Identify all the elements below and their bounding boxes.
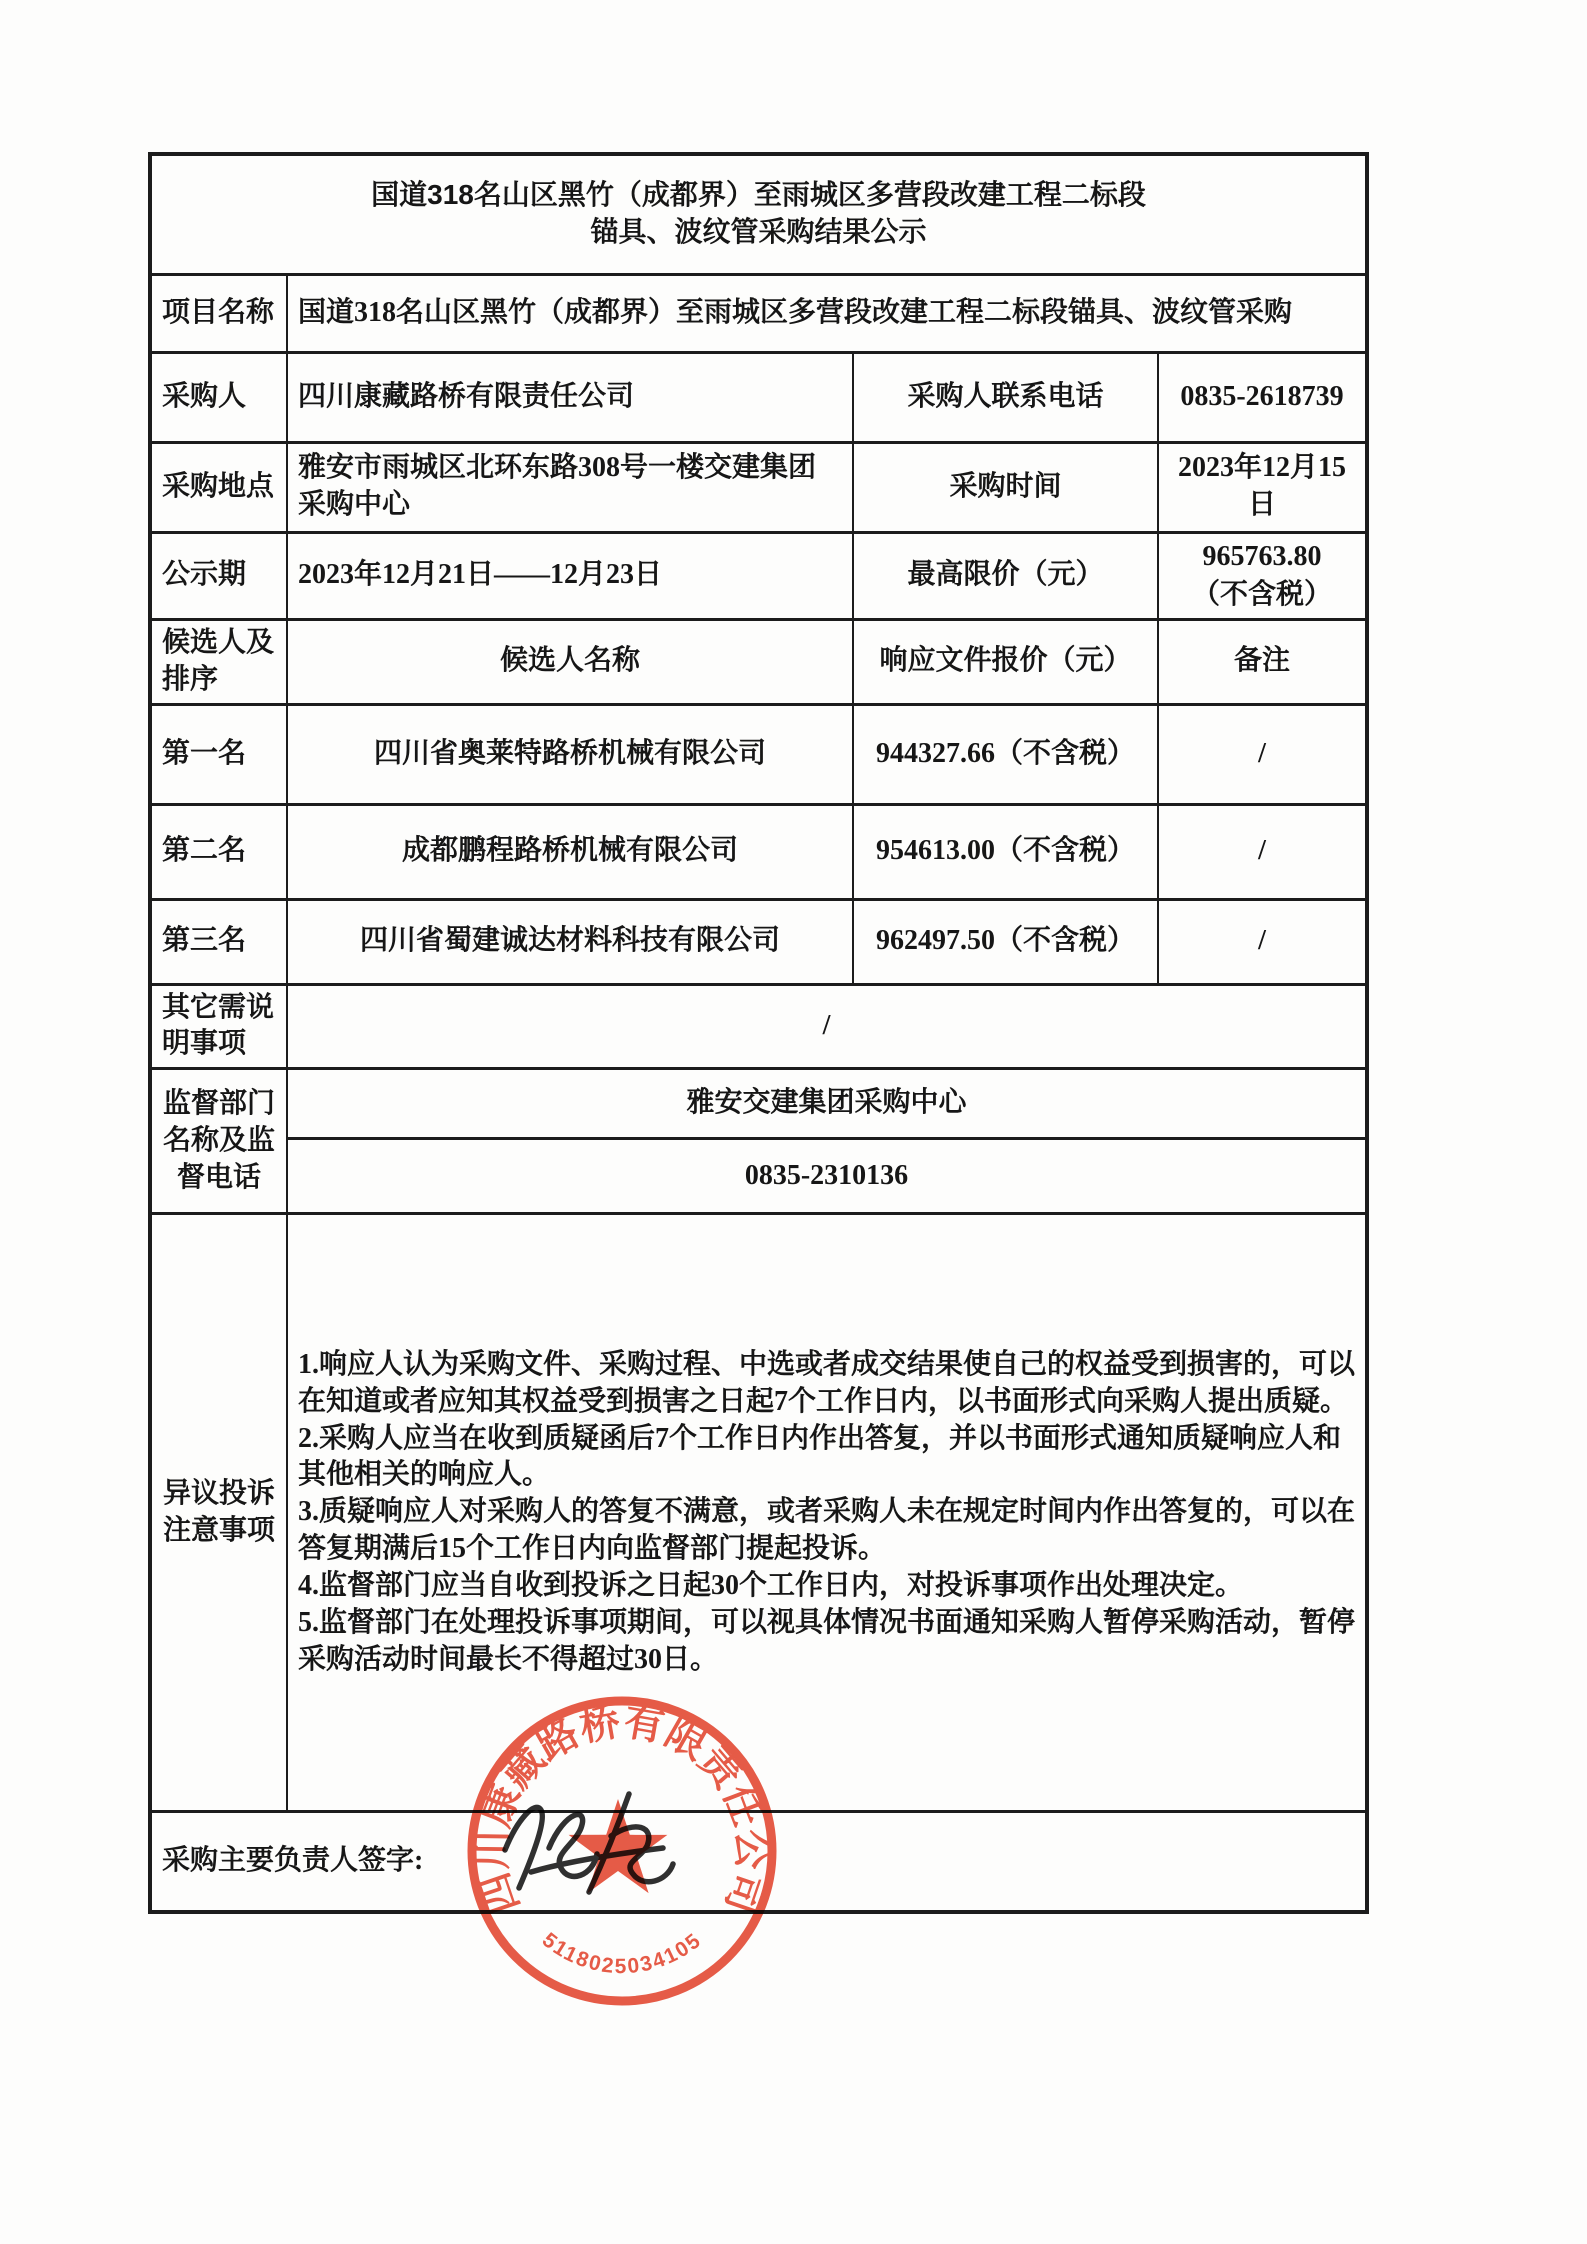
- candidate-row-1: [150, 704, 1367, 804]
- max-price-label: 最高限价（元）: [853, 532, 1158, 619]
- notice-item-1: 1.响应人认为采购文件、采购过程、中选或者成交结果使自己的权益受到损害的，可以在知道或者应知其权益受到损害之日起7个工作日内，以书面形式向采购人提出质疑。: [298, 1348, 1356, 1417]
- candidate-row-3: [150, 899, 1367, 984]
- candidate-quote: 944327.66（不含税）: [853, 704, 1158, 804]
- table-row: [150, 274, 1367, 352]
- other-notes-value: /: [287, 984, 1367, 1069]
- procurement-table: [148, 152, 1369, 1914]
- candidate-remark: /: [1158, 804, 1367, 899]
- candidate-rank: 第一名: [150, 704, 287, 804]
- notice-item-4: 4.监督部门应当自收到投诉之日起30个工作日内，对投诉事项作出处理决定。: [298, 1570, 1244, 1602]
- publicity-value: 2023年12月21日——12月23日: [287, 532, 853, 619]
- handwritten-signature: [495, 1788, 685, 1908]
- candidate-name: 四川省奥莱特路桥机械有限公司: [287, 704, 853, 804]
- candidate-rank: 第二名: [150, 804, 287, 899]
- candidate-quote: 962497.50（不含税）: [853, 899, 1158, 984]
- title-row: [150, 154, 1367, 274]
- candidate-name-header: 候选人名称: [287, 619, 853, 704]
- location-label: 采购地点: [150, 442, 287, 532]
- table-row: [150, 352, 1367, 442]
- candidate-name: 成都鹏程路桥机械有限公司: [287, 804, 853, 899]
- supervision-phone: 0835-2310136: [287, 1139, 1367, 1214]
- purchaser-value: 四川康藏路桥有限责任公司: [287, 352, 853, 442]
- candidate-name: 四川省蜀建诚达材料科技有限公司: [287, 899, 853, 984]
- supervision-dept: 雅安交建集团采购中心: [287, 1069, 1367, 1139]
- purchaser-phone-label: 采购人联系电话: [853, 352, 1158, 442]
- other-notes-label: 其它需说明事项: [150, 984, 287, 1069]
- candidate-remark-header: 备注: [1158, 619, 1367, 704]
- candidate-quote: 954613.00（不含税）: [853, 804, 1158, 899]
- candidate-quote-header: 响应文件报价（元）: [853, 619, 1158, 704]
- notice-item-2: 2.采购人应当在收到质疑函后7个工作日内作出答复，并以书面形式通知质疑响应人和其他相关的响应人。: [298, 1422, 1342, 1491]
- purchaser-label: 采购人: [150, 352, 287, 442]
- max-price-amount: 965763.80: [1202, 540, 1322, 572]
- table-row: [150, 442, 1367, 532]
- project-name-label: 项目名称: [150, 274, 287, 352]
- time-value: 2023年12月15日: [1158, 442, 1367, 532]
- signature-stroke: [589, 1794, 629, 1892]
- table-row: [150, 532, 1367, 619]
- stamp-company-text: 四川康藏路桥有限责任公司: [470, 1699, 774, 1920]
- stamp-number-text: 5118025034105: [537, 1928, 707, 1979]
- title-line-2: 锚具、波纹管采购结果公示: [590, 216, 927, 248]
- max-price-value: [1158, 532, 1367, 619]
- time-label: 采购时间: [853, 442, 1158, 532]
- other-notes-row: [150, 984, 1367, 1069]
- title-line-1: 国道318名山区黑竹（成都界）至雨城区多营段改建工程二标段: [371, 179, 1146, 211]
- max-price-note: （不含税）: [1192, 578, 1333, 610]
- supervision-phone-row: [150, 1139, 1367, 1214]
- location-value: 雅安市雨城区北环东路308号一楼交建集团采购中心: [287, 442, 853, 532]
- signature-stroke: [505, 1807, 542, 1888]
- objection-label: 异议投诉注意事项: [150, 1214, 287, 1812]
- notice-item-3: 3.质疑响应人对采购人的答复不满意，或者采购人未在规定时间内作出答复的，可以在答复期满后15个工作日内向监督部门提起投诉。: [298, 1496, 1356, 1565]
- project-name-value: 国道318名山区黑竹（成都界）至雨城区多营段改建工程二标段锚具、波纹管采购: [287, 274, 1367, 352]
- candidate-remark: /: [1158, 704, 1367, 804]
- supervision-row: [150, 1069, 1367, 1139]
- candidate-rank: 第三名: [150, 899, 287, 984]
- svg-text:5118025034105: [538, 1928, 706, 1978]
- candidates-rank-label: 候选人及排序: [150, 619, 287, 704]
- publicity-label: 公示期: [150, 532, 287, 619]
- page-title: [150, 154, 1367, 274]
- candidates-header-row: [150, 619, 1367, 704]
- candidate-remark: /: [1158, 899, 1367, 984]
- notice-item-5: 5.监督部门在处理投诉事项期间，可以视具体情况书面通知采购人暂停采购活动，暂停采购活动时间最长不得超过30日。: [298, 1607, 1356, 1676]
- candidate-row-2: [150, 804, 1367, 899]
- supervision-label: 监督部门名称及监督电话: [150, 1069, 287, 1214]
- objection-notice: [287, 1214, 1367, 1812]
- signature-label: 采购主要负责人签字:: [150, 1812, 1367, 1912]
- purchaser-phone-value: 0835-2618739: [1158, 352, 1367, 442]
